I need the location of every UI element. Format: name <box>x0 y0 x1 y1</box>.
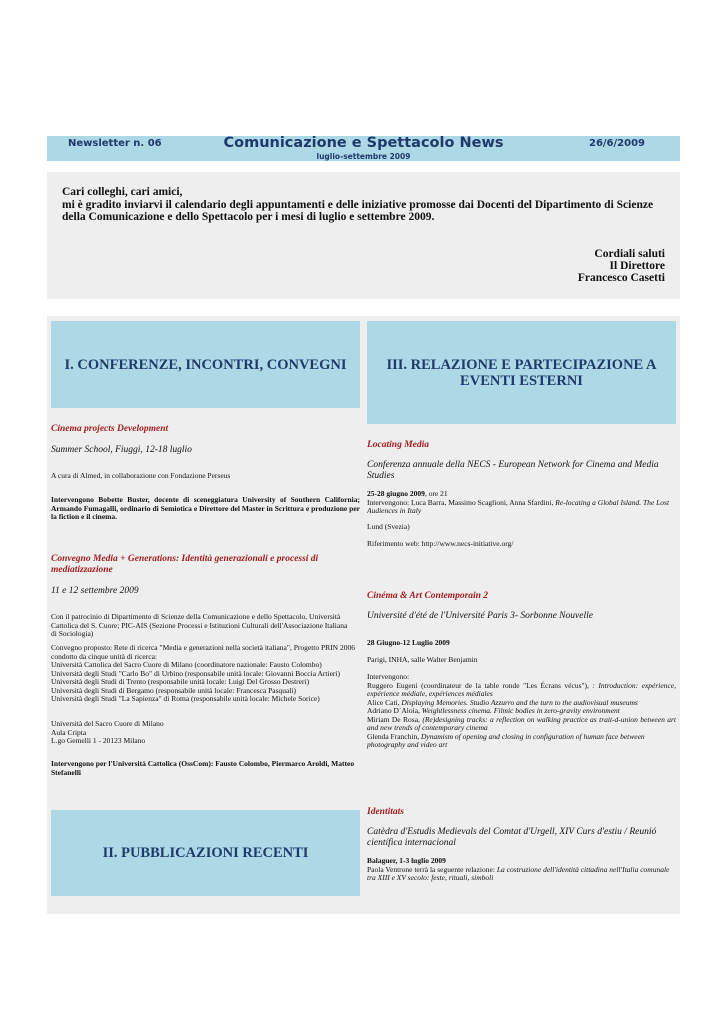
participant-paper: Displaying Memories. Studio Azzurro and the turn to the audiovisual museums <box>401 697 638 707</box>
event-subtitle: Summer School, Fiuggi, 12-18 luglio <box>51 445 192 455</box>
event-date: 28 Giugno-12 Luglio 2009 <box>367 638 450 647</box>
event-speakers: Intervengono Bobette Buster, docente di sceneggiatura University of Southern California; Armando Fumagalli, ordinario di Semiotica e Direttore del Master in Scrittura e produzione per la fiction e il cinema. <box>51 495 360 521</box>
participant-name: Glenda Franchin, <box>367 731 421 741</box>
signature-greeting: Cordiali saluti <box>594 248 665 260</box>
participant-paper: Dynamism of opening and closing in configuration of human face between <box>420 731 645 741</box>
event-time: , ore 21 <box>424 489 448 498</box>
event-speaker: Paola Ventrone terrà la seguente relazione: <box>367 864 497 874</box>
event-date: 11 e 12 settembre 2009 <box>51 586 139 596</box>
event-title-locating-media: Locating Media <box>367 440 430 450</box>
event-location: Parigi, INHA, salle Walter Benjamin <box>367 655 478 664</box>
event-network: Convegno proposto: Rete di ricerca "Media e generazioni nella società italiana", Progetto PRIN 2006 condotto da cinque unità di ricerca: Università Cattolica del Sacro Cuore di Milano (coordinatore nazionale: Fausto Colombo) Università degli Studi "Carlo Bo" di Urbino (responsabile unità locale: Giovanni Boccia Artieri) Università degli Studi di Trento (responsabile unità locale: Luigi Del Grosso Destreri) Università degli Studi di Bergamo (responsabile unità locale: Francesca Pasquali) Università degli Studi "La Sapienza" di Roma (responsabile unità locale: Michele Sorice) <box>51 643 355 703</box>
newsletter-title: Comunicazione e Spettacolo News <box>223 135 504 151</box>
event-patronage: Con il patrocinio di Dipartimento di Scienze della Comunicazione e dello Spettacolo, Università Cattolica del S. Cuore; PIC-AIS (Sezione Processi e Istituzioni Culturali dell'Associazione Italiana di Sociologia) <box>51 612 348 638</box>
section-heading-conferenze <box>51 321 360 408</box>
participant-paper: Weightlessness cinema. Filmic bodies in zero-gravity environment <box>421 706 620 715</box>
signature <box>578 248 665 284</box>
event-paper-title: La costruzione dell'identità cittadina nell'Italia comunale tra XIII e XV secolo: feste, rituali, simboli <box>367 864 670 882</box>
newsletter-period: luglio-settembre 2009 <box>316 152 411 161</box>
intro-text: Cari colleghi, cari amici, mi è gradito inviarvi il calendario degli appuntamenti e delle iniziative promosse dai Docenti del Dipartimento di Scienze della Comunicazione e dello Spettacolo per i mesi di luglio e settembre 2009. <box>62 186 654 223</box>
event-details <box>367 857 676 883</box>
event-web-reference: Riferimento web: http://www.necs-initiative.org/ <box>367 539 514 548</box>
participant-paper-continued: photography and video art <box>367 740 448 749</box>
participant-paper: (Re)designing tracks: a reflection on walking practice as trait-d-union between art and new trends of contemporary cinema <box>367 714 676 732</box>
event-details <box>367 490 676 516</box>
participants-label: Intervengono: <box>367 672 410 681</box>
event-participants: Intervengono: Luca Barra, Massimo Scaglioni, Anna Sfardini, <box>367 497 556 507</box>
newsletter-header <box>47 136 680 161</box>
newsletter-number: Newsletter n. 06 <box>68 138 162 149</box>
section-heading-pubblicazioni <box>51 810 360 896</box>
event-curator: A cura di Almed, in collaborazione con Fondazione Perseus <box>51 471 231 480</box>
participant-name: Ruggero Eugeni (coordinateur de la table ronde "Les Écrans vécus"), <box>367 680 593 690</box>
section-heading-pubblicazioni-label: II. PUBBLICAZIONI RECENTI <box>102 845 309 861</box>
participant-name: Adriano D´Aloia, <box>367 706 422 715</box>
event-subtitle: Conferenza annuale della NECS - European Network for Cinema and Media Studies <box>367 460 659 481</box>
section-heading-relazione <box>367 321 676 424</box>
participant-paper: : Introduction: expérience, expérience médiale, expériences médiales <box>367 680 676 698</box>
signature-name: Francesco Casetti <box>577 272 665 284</box>
newsletter-date: 26/6/2009 <box>588 138 645 149</box>
event-title-media-generations: Convegno Media + Generations: Identità generazionali e processi di mediatizzazione <box>51 554 319 575</box>
event-title-cinema-projects: Cinema projects Development <box>51 424 169 434</box>
event-speakers-osscom: Intervengono per l'Università Cattolica (OssCom): Fausto Colombo, Piermarco Aroldi, Matteo Stefanelli <box>51 759 355 777</box>
section-heading-conferenze-label: I. CONFERENZE, INCONTRI, CONVEGNI <box>64 356 347 373</box>
participant-row <box>367 716 676 733</box>
event-venue: Università del Sacro Cuore di Milano Aula Cripta L.go Gemelli 1 - 20123 Milano <box>51 719 164 745</box>
event-title-identitats: Identitats <box>367 807 404 817</box>
participant-name: Alice Cati, <box>367 697 402 707</box>
event-date: 25-28 giugno 2009 <box>367 489 425 498</box>
event-location: Lund (Svezia) <box>367 522 410 531</box>
signature-role: Il Direttore <box>609 260 665 272</box>
event-paper-title: Re-locating a Global Island. The Lost Audiences in Italy <box>367 497 670 515</box>
event-title-cinema-art: Cinéma & Art Contemporain 2 <box>367 591 489 601</box>
section-heading-relazione-label: III. RELAZIONE E PARTECIPAZIONE A EVENTI ESTERNI <box>386 356 657 389</box>
event-date: Balaguer, 1-3 luglio 2009 <box>367 856 446 865</box>
event-participants <box>367 673 676 750</box>
event-subtitle: Université d'été de l'Université Paris 3- Sorbonne Nouvelle <box>367 611 593 621</box>
event-subtitle: Catèdra d'Estudis Medievals del Comtat d'Urgell, XIV Curs d'estiu / Reunió científica internacional <box>367 827 657 848</box>
participant-row <box>367 682 676 699</box>
participant-name: Miriam De Rosa, <box>367 714 423 724</box>
intro-box <box>47 172 680 299</box>
